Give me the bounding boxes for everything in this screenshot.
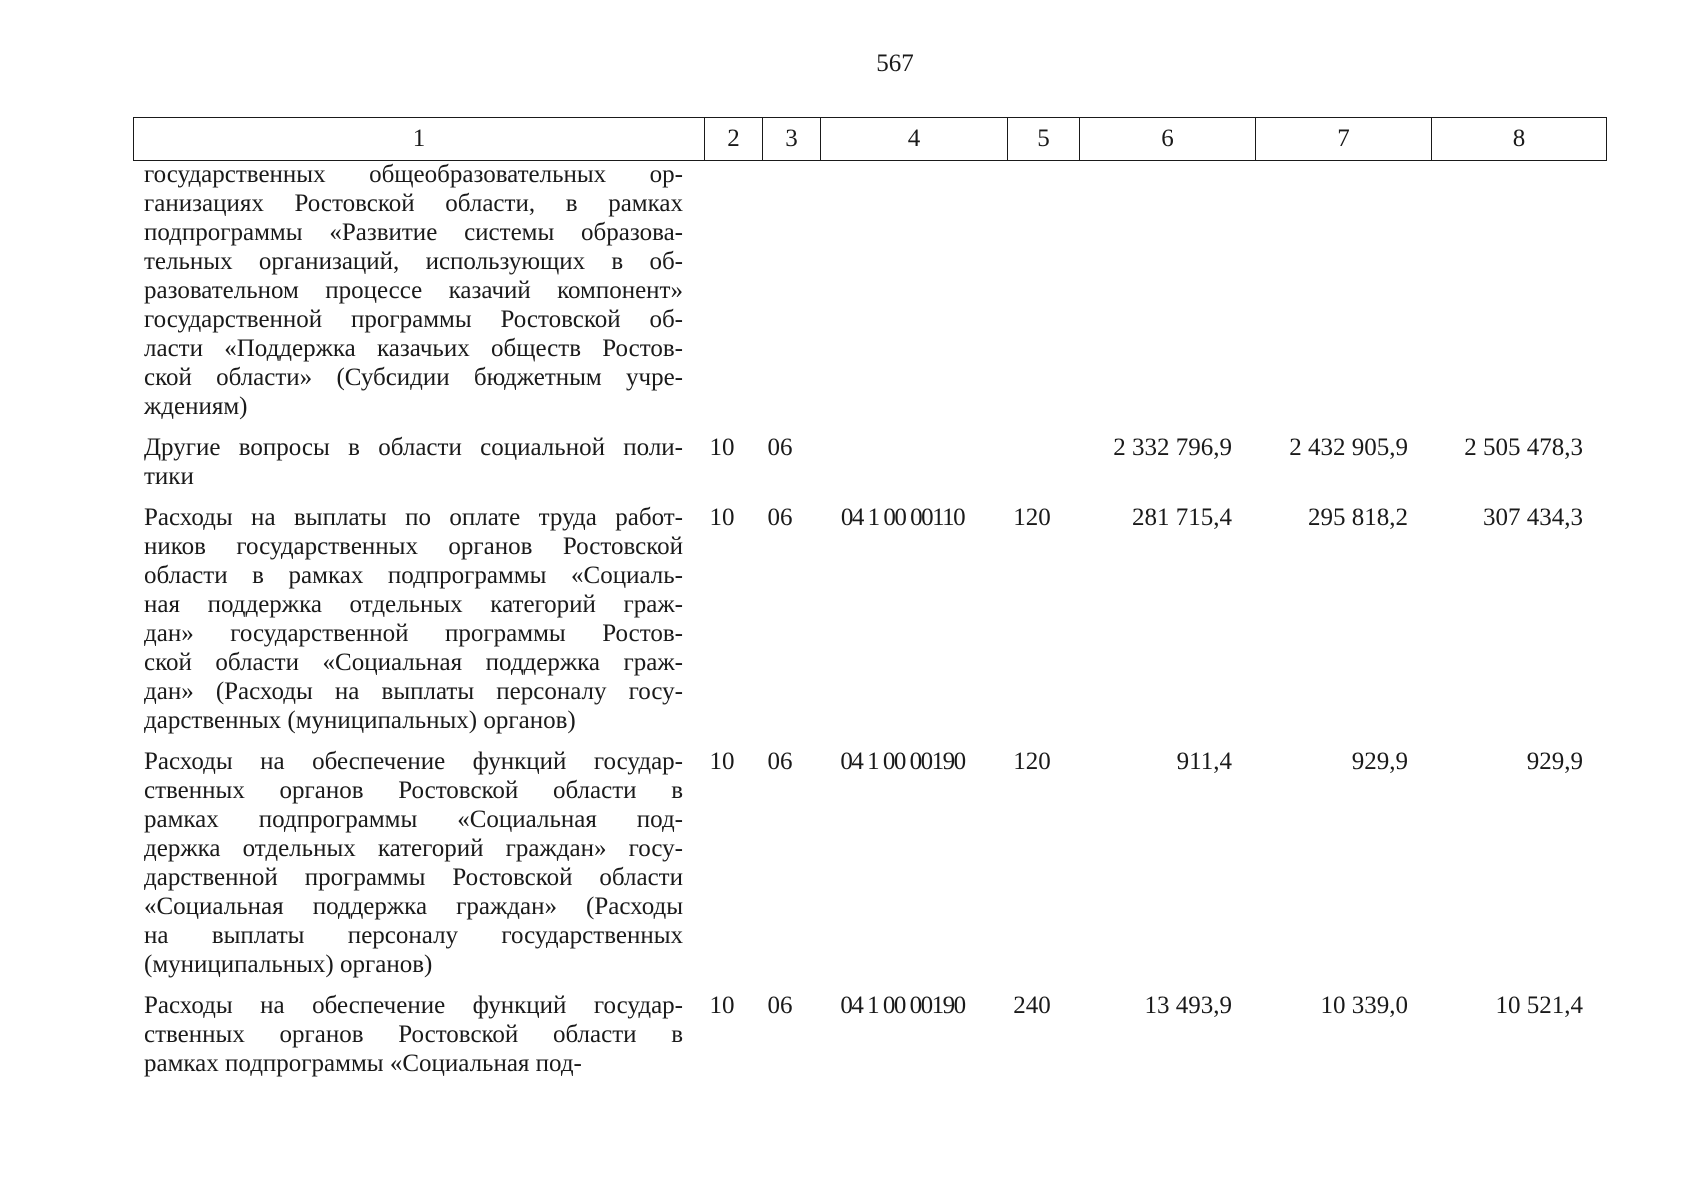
description-line: «Социальная поддержка граждан» (Расходы [144,893,683,920]
description-line: рамках подпрограммы «Социальная под- [144,806,683,833]
expense-type-code: 120 [1013,748,1051,775]
amount-year-2: 295 818,2 [1308,504,1408,531]
description-line: на выплаты персоналу государственных [144,922,683,949]
description-line: подпрограммы «Развитие системы образова- [144,219,683,246]
description-line: дан» государственной программы Ростов- [144,620,683,647]
expense-type-code: 120 [1013,504,1051,531]
header-col-1: 1 [134,118,705,161]
row-description [133,433,693,491]
description-line: тельных организаций, использующих в об- [144,248,683,275]
amount-year-3: 307 434,3 [1483,504,1583,531]
amount-year-2: 929,9 [1351,748,1408,775]
amount-year-3: 2 505 478,3 [1464,434,1583,461]
description-line: ганизациях Ростовской области, в рамках [144,190,683,217]
row-description [133,503,693,735]
amount-year-1: 911,4 [1176,748,1232,775]
row-description [133,160,693,421]
header-col-6: 6 [1080,118,1256,161]
amount-year-1: 281 715,4 [1132,504,1232,531]
header-col-3: 3 [763,118,821,161]
amount-year-3: 10 521,4 [1495,992,1583,1019]
description-line: ласти «Поддержка казачьих обществ Ростов- [144,335,683,362]
description-line: ственных органов Ростовской области в [144,1021,683,1048]
table-row [133,747,1606,979]
description-line: ников государственных органов Ростовской [144,533,683,560]
description-line: рамках подпрограммы «Социальная под- [144,1050,582,1077]
target-article-code: 04 1 00 00110 [840,504,965,531]
row-description [133,747,693,979]
section-code: 10 [709,434,735,461]
amount-year-1: 13 493,9 [1144,992,1232,1019]
header-col-2: 2 [705,118,763,161]
description-line: ственных органов Ростовской области в [144,777,683,804]
table-body [133,160,1606,1090]
table-row [133,160,1606,421]
subsection-code: 06 [767,748,793,775]
page-number: 567 [876,50,914,77]
section-code: 10 [709,748,735,775]
subsection-code: 06 [767,992,793,1019]
section-code: 10 [709,504,735,531]
description-line: (муниципальных) органов) [144,951,433,978]
target-article-code: 04 1 00 00190 [840,992,965,1019]
description-line: ная поддержка отдельных категорий граж- [144,591,683,618]
table-header [133,117,1607,161]
description-line: государственных общеобразовательных ор- [144,161,683,188]
description-line: Расходы на выплаты по оплате труда работ- [144,504,683,531]
header-col-8: 8 [1432,118,1607,161]
expense-type-code: 240 [1013,992,1051,1019]
table-row [133,433,1606,491]
amount-year-2: 10 339,0 [1320,992,1408,1019]
description-line: дарственных (муниципальных) органов) [144,707,576,734]
header-col-7: 7 [1256,118,1432,161]
description-line: Другие вопросы в области социальной поли- [144,434,683,461]
amount-year-1: 2 332 796,9 [1113,434,1232,461]
description-line: государственной программы Ростовской об- [144,306,683,333]
description-line: Расходы на обеспечение функций государ- [144,992,683,1019]
description-line: дарственной программы Ростовской области [144,864,683,891]
header-col-4: 4 [821,118,1008,161]
section-code: 10 [709,992,735,1019]
description-line: разовательном процессе казачий компонент» [144,277,683,304]
table-row [133,991,1606,1078]
subsection-code: 06 [767,504,793,531]
description-line: Расходы на обеспечение функций государ- [144,748,683,775]
description-line: ской области «Социальная поддержка граж- [144,649,683,676]
amount-year-3: 929,9 [1526,748,1583,775]
header-col-5: 5 [1008,118,1080,161]
description-line: ждениям) [144,393,248,420]
target-article-code: 04 1 00 00190 [840,748,965,775]
table-row [133,503,1606,735]
description-line: ской области» (Субсидии бюджетным учре- [144,364,683,391]
description-line: тики [144,463,194,490]
amount-year-2: 2 432 905,9 [1289,434,1408,461]
description-line: держка отдельных категорий граждан» госу- [144,835,683,862]
row-description [133,991,693,1078]
description-line: дан» (Расходы на выплаты персоналу госу- [144,678,683,705]
subsection-code: 06 [767,434,793,461]
description-line: области в рамках подпрограммы «Социаль- [144,562,683,589]
